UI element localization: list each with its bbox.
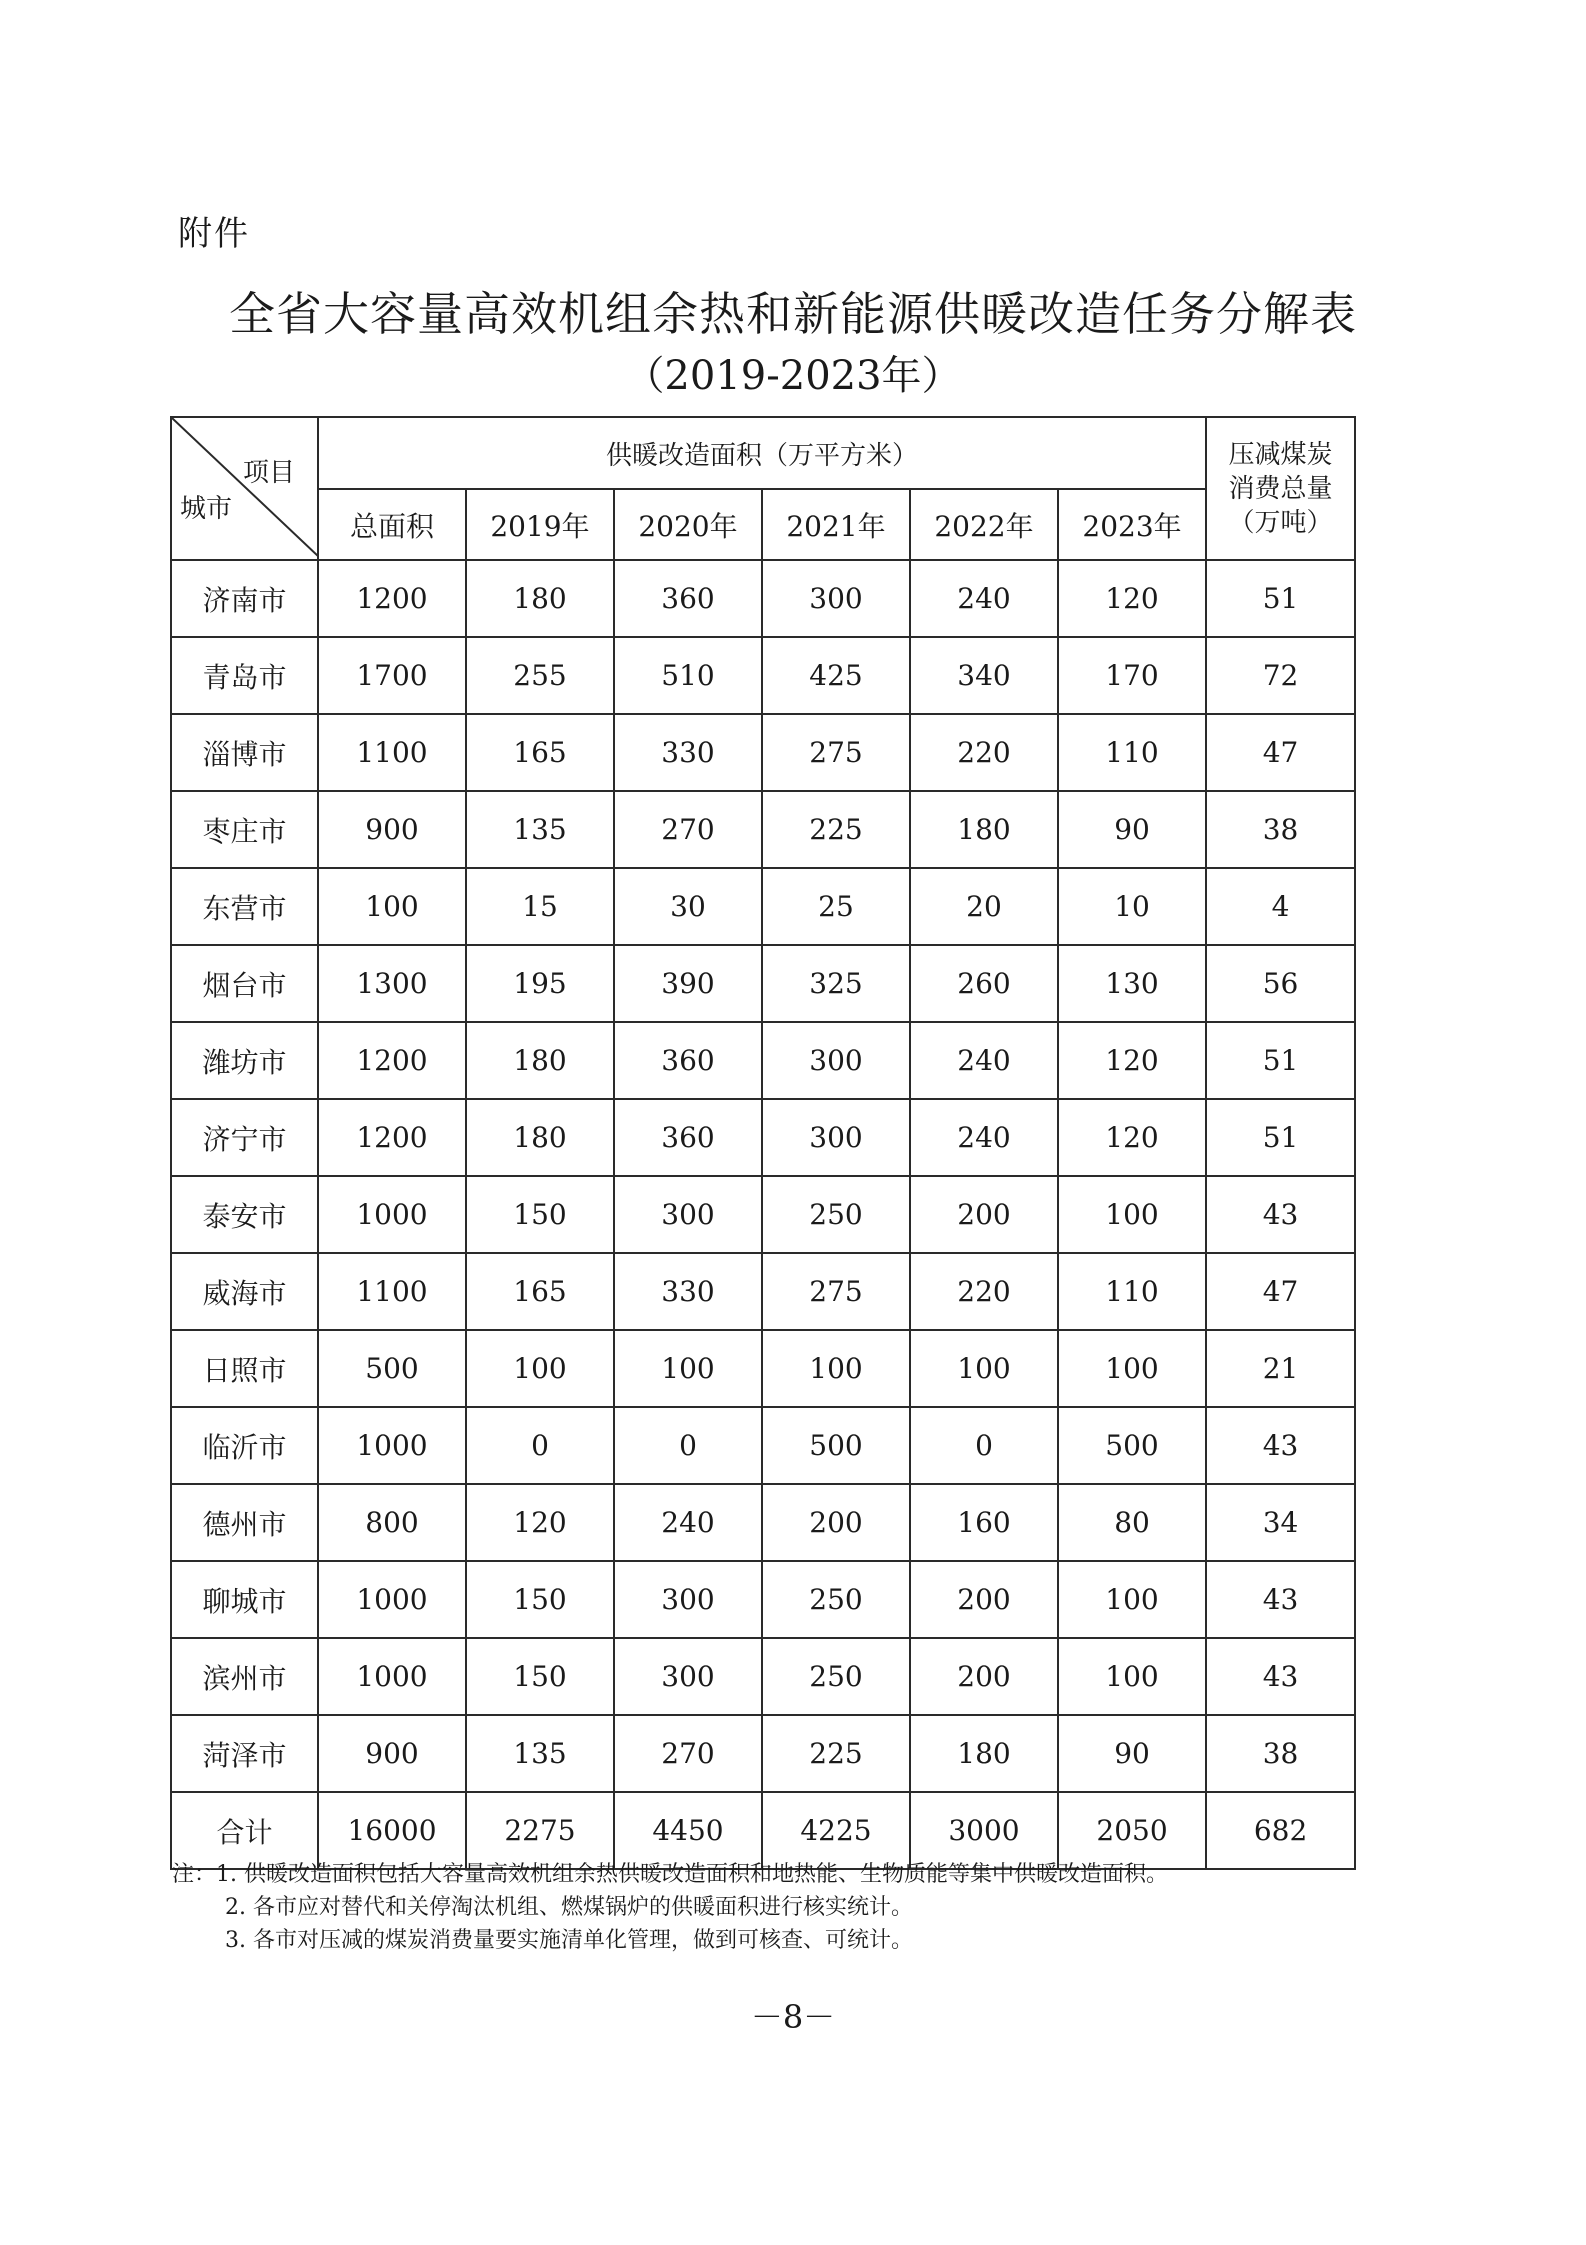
value-cell: 135 [466, 791, 614, 868]
value-cell: 330 [614, 714, 762, 791]
city-cell: 济南市 [171, 560, 318, 637]
coal-header-line: 消费总量 [1228, 473, 1333, 504]
coal-header-line: （万吨） [1228, 507, 1333, 538]
city-cell: 合计 [171, 1792, 318, 1869]
note-line: 注：1. 供暖改造面积包括大容量高效机组余热供暖改造面积和地热能、生物质能等集中供暖改造面积。 [172, 1862, 1168, 1887]
table-row [171, 1253, 1355, 1330]
value-cell: 1100 [318, 1253, 466, 1330]
value-cell: 4450 [614, 1792, 762, 1869]
value-cell: 1700 [318, 637, 466, 714]
value-cell: 180 [466, 560, 614, 637]
value-cell: 250 [762, 1561, 910, 1638]
value-cell: 0 [466, 1407, 614, 1484]
value-cell: 20 [910, 868, 1058, 945]
value-cell: 360 [614, 560, 762, 637]
coal-cell: 47 [1206, 1253, 1355, 1330]
value-cell: 100 [1058, 1561, 1206, 1638]
value-cell: 120 [1058, 1022, 1206, 1099]
value-cell: 225 [762, 1715, 910, 1792]
coal-cell: 38 [1206, 791, 1355, 868]
column-header: 2019年 [466, 489, 614, 560]
value-cell: 165 [466, 714, 614, 791]
table-row [171, 1407, 1355, 1484]
coal-cell: 34 [1206, 1484, 1355, 1561]
value-cell: 2275 [466, 1792, 614, 1869]
value-cell: 80 [1058, 1484, 1206, 1561]
value-cell: 16000 [318, 1792, 466, 1869]
header-row-1 [171, 417, 1355, 489]
value-cell: 165 [466, 1253, 614, 1330]
value-cell: 0 [910, 1407, 1058, 1484]
value-cell: 340 [910, 637, 1058, 714]
column-header: 2023年 [1058, 489, 1206, 560]
corner-city-label: 城市 [180, 494, 233, 524]
city-cell: 潍坊市 [171, 1022, 318, 1099]
value-cell: 220 [910, 714, 1058, 791]
city-cell: 东营市 [171, 868, 318, 945]
value-cell: 240 [614, 1484, 762, 1561]
column-header: 总面积 [318, 489, 466, 560]
coal-cell: 47 [1206, 714, 1355, 791]
value-cell: 15 [466, 868, 614, 945]
value-cell: 1000 [318, 1407, 466, 1484]
group-header: 供暖改造面积（万平方米） [318, 417, 1206, 489]
table-row [171, 1561, 1355, 1638]
value-cell: 100 [318, 868, 466, 945]
city-cell: 枣庄市 [171, 791, 318, 868]
task-table [170, 416, 1356, 1870]
value-cell: 100 [762, 1330, 910, 1407]
notes [172, 1858, 1168, 1957]
coal-cell: 51 [1206, 560, 1355, 637]
city-cell: 菏泽市 [171, 1715, 318, 1792]
coal-cell: 21 [1206, 1330, 1355, 1407]
value-cell: 220 [910, 1253, 1058, 1330]
corner-item-label: 项目 [242, 458, 295, 488]
value-cell: 100 [910, 1330, 1058, 1407]
table-row [171, 1099, 1355, 1176]
value-cell: 170 [1058, 637, 1206, 714]
value-cell: 110 [1058, 714, 1206, 791]
value-cell: 200 [910, 1176, 1058, 1253]
value-cell: 300 [762, 560, 910, 637]
table-row [171, 868, 1355, 945]
value-cell: 1200 [318, 1022, 466, 1099]
value-cell: 150 [466, 1561, 614, 1638]
value-cell: 120 [1058, 560, 1206, 637]
value-cell: 180 [910, 1715, 1058, 1792]
value-cell: 0 [614, 1407, 762, 1484]
city-cell: 淄博市 [171, 714, 318, 791]
value-cell: 300 [614, 1561, 762, 1638]
value-cell: 90 [1058, 791, 1206, 868]
value-cell: 1100 [318, 714, 466, 791]
value-cell: 300 [762, 1099, 910, 1176]
coal-cell: 51 [1206, 1099, 1355, 1176]
value-cell: 4225 [762, 1792, 910, 1869]
table-row [171, 560, 1355, 637]
value-cell: 200 [910, 1638, 1058, 1715]
value-cell: 100 [1058, 1638, 1206, 1715]
value-cell: 120 [1058, 1099, 1206, 1176]
city-cell: 德州市 [171, 1484, 318, 1561]
coal-cell: 56 [1206, 945, 1355, 1022]
value-cell: 390 [614, 945, 762, 1022]
value-cell: 300 [614, 1176, 762, 1253]
value-cell: 240 [910, 560, 1058, 637]
value-cell: 200 [910, 1561, 1058, 1638]
value-cell: 150 [466, 1176, 614, 1253]
document-subtitle: （2019-2023年） [624, 353, 962, 399]
column-header: 2020年 [614, 489, 762, 560]
value-cell: 160 [910, 1484, 1058, 1561]
value-cell: 250 [762, 1638, 910, 1715]
corner-cell [171, 417, 318, 560]
column-header: 2022年 [910, 489, 1058, 560]
coal-cell: 43 [1206, 1176, 1355, 1253]
value-cell: 25 [762, 868, 910, 945]
city-cell: 青岛市 [171, 637, 318, 714]
city-cell: 济宁市 [171, 1099, 318, 1176]
value-cell: 180 [466, 1099, 614, 1176]
table-row [171, 714, 1355, 791]
value-cell: 90 [1058, 1715, 1206, 1792]
value-cell: 300 [614, 1638, 762, 1715]
value-cell: 225 [762, 791, 910, 868]
value-cell: 260 [910, 945, 1058, 1022]
value-cell: 330 [614, 1253, 762, 1330]
column-header: 2021年 [762, 489, 910, 560]
value-cell: 300 [762, 1022, 910, 1099]
value-cell: 270 [614, 791, 762, 868]
value-cell: 1000 [318, 1176, 466, 1253]
value-cell: 360 [614, 1022, 762, 1099]
coal-header-line: 压减煤炭 [1228, 439, 1333, 470]
value-cell: 240 [910, 1022, 1058, 1099]
coal-cell: 72 [1206, 637, 1355, 714]
value-cell: 1000 [318, 1561, 466, 1638]
value-cell: 2050 [1058, 1792, 1206, 1869]
city-cell: 日照市 [171, 1330, 318, 1407]
value-cell: 900 [318, 1715, 466, 1792]
coal-cell: 682 [1206, 1792, 1355, 1869]
note-line: 2. 各市应对替代和关停淘汰机组、燃煤锅炉的供暖面积进行核实统计。 [225, 1895, 913, 1920]
value-cell: 500 [762, 1407, 910, 1484]
value-cell: 425 [762, 637, 910, 714]
value-cell: 135 [466, 1715, 614, 1792]
city-cell: 聊城市 [171, 1561, 318, 1638]
city-cell: 泰安市 [171, 1176, 318, 1253]
value-cell: 500 [1058, 1407, 1206, 1484]
value-cell: 1300 [318, 945, 466, 1022]
value-cell: 3000 [910, 1792, 1058, 1869]
value-cell: 30 [614, 868, 762, 945]
city-cell: 威海市 [171, 1253, 318, 1330]
value-cell: 360 [614, 1099, 762, 1176]
value-cell: 1200 [318, 560, 466, 637]
value-cell: 110 [1058, 1253, 1206, 1330]
city-cell: 临沂市 [171, 1407, 318, 1484]
value-cell: 100 [1058, 1330, 1206, 1407]
value-cell: 1000 [318, 1638, 466, 1715]
value-cell: 150 [466, 1638, 614, 1715]
table-row [171, 791, 1355, 868]
value-cell: 130 [1058, 945, 1206, 1022]
table-row [171, 945, 1355, 1022]
note-line: 3. 各市对压减的煤炭消费量要实施清单化管理，做到可核查、可统计。 [225, 1928, 913, 1953]
value-cell: 180 [466, 1022, 614, 1099]
coal-header [1206, 417, 1355, 560]
value-cell: 240 [910, 1099, 1058, 1176]
value-cell: 195 [466, 945, 614, 1022]
value-cell: 10 [1058, 868, 1206, 945]
value-cell: 275 [762, 714, 910, 791]
attachment-label: 附件 [178, 214, 250, 254]
coal-cell: 43 [1206, 1561, 1355, 1638]
value-cell: 200 [762, 1484, 910, 1561]
value-cell: 500 [318, 1330, 466, 1407]
value-cell: 1200 [318, 1099, 466, 1176]
value-cell: 100 [614, 1330, 762, 1407]
value-cell: 275 [762, 1253, 910, 1330]
table-row [171, 1330, 1355, 1407]
coal-cell: 43 [1206, 1407, 1355, 1484]
coal-cell: 43 [1206, 1638, 1355, 1715]
coal-cell: 4 [1206, 868, 1355, 945]
value-cell: 180 [910, 791, 1058, 868]
value-cell: 900 [318, 791, 466, 868]
value-cell: 100 [466, 1330, 614, 1407]
coal-cell: 38 [1206, 1715, 1355, 1792]
value-cell: 120 [466, 1484, 614, 1561]
city-cell: 烟台市 [171, 945, 318, 1022]
value-cell: 800 [318, 1484, 466, 1561]
table-row [171, 637, 1355, 714]
table-row [171, 1484, 1355, 1561]
table-row [171, 1638, 1355, 1715]
page-number: －8－ [750, 1998, 836, 2036]
document-title: 全省大容量高效机组余热和新能源供暖改造任务分解表 [229, 287, 1357, 341]
value-cell: 325 [762, 945, 910, 1022]
value-cell: 250 [762, 1176, 910, 1253]
table-row [171, 1715, 1355, 1792]
coal-cell: 51 [1206, 1022, 1355, 1099]
table-row [171, 1022, 1355, 1099]
city-cell: 滨州市 [171, 1638, 318, 1715]
value-cell: 270 [614, 1715, 762, 1792]
value-cell: 255 [466, 637, 614, 714]
value-cell: 510 [614, 637, 762, 714]
value-cell: 100 [1058, 1176, 1206, 1253]
table-row [171, 1176, 1355, 1253]
header-row-2 [171, 489, 1355, 560]
